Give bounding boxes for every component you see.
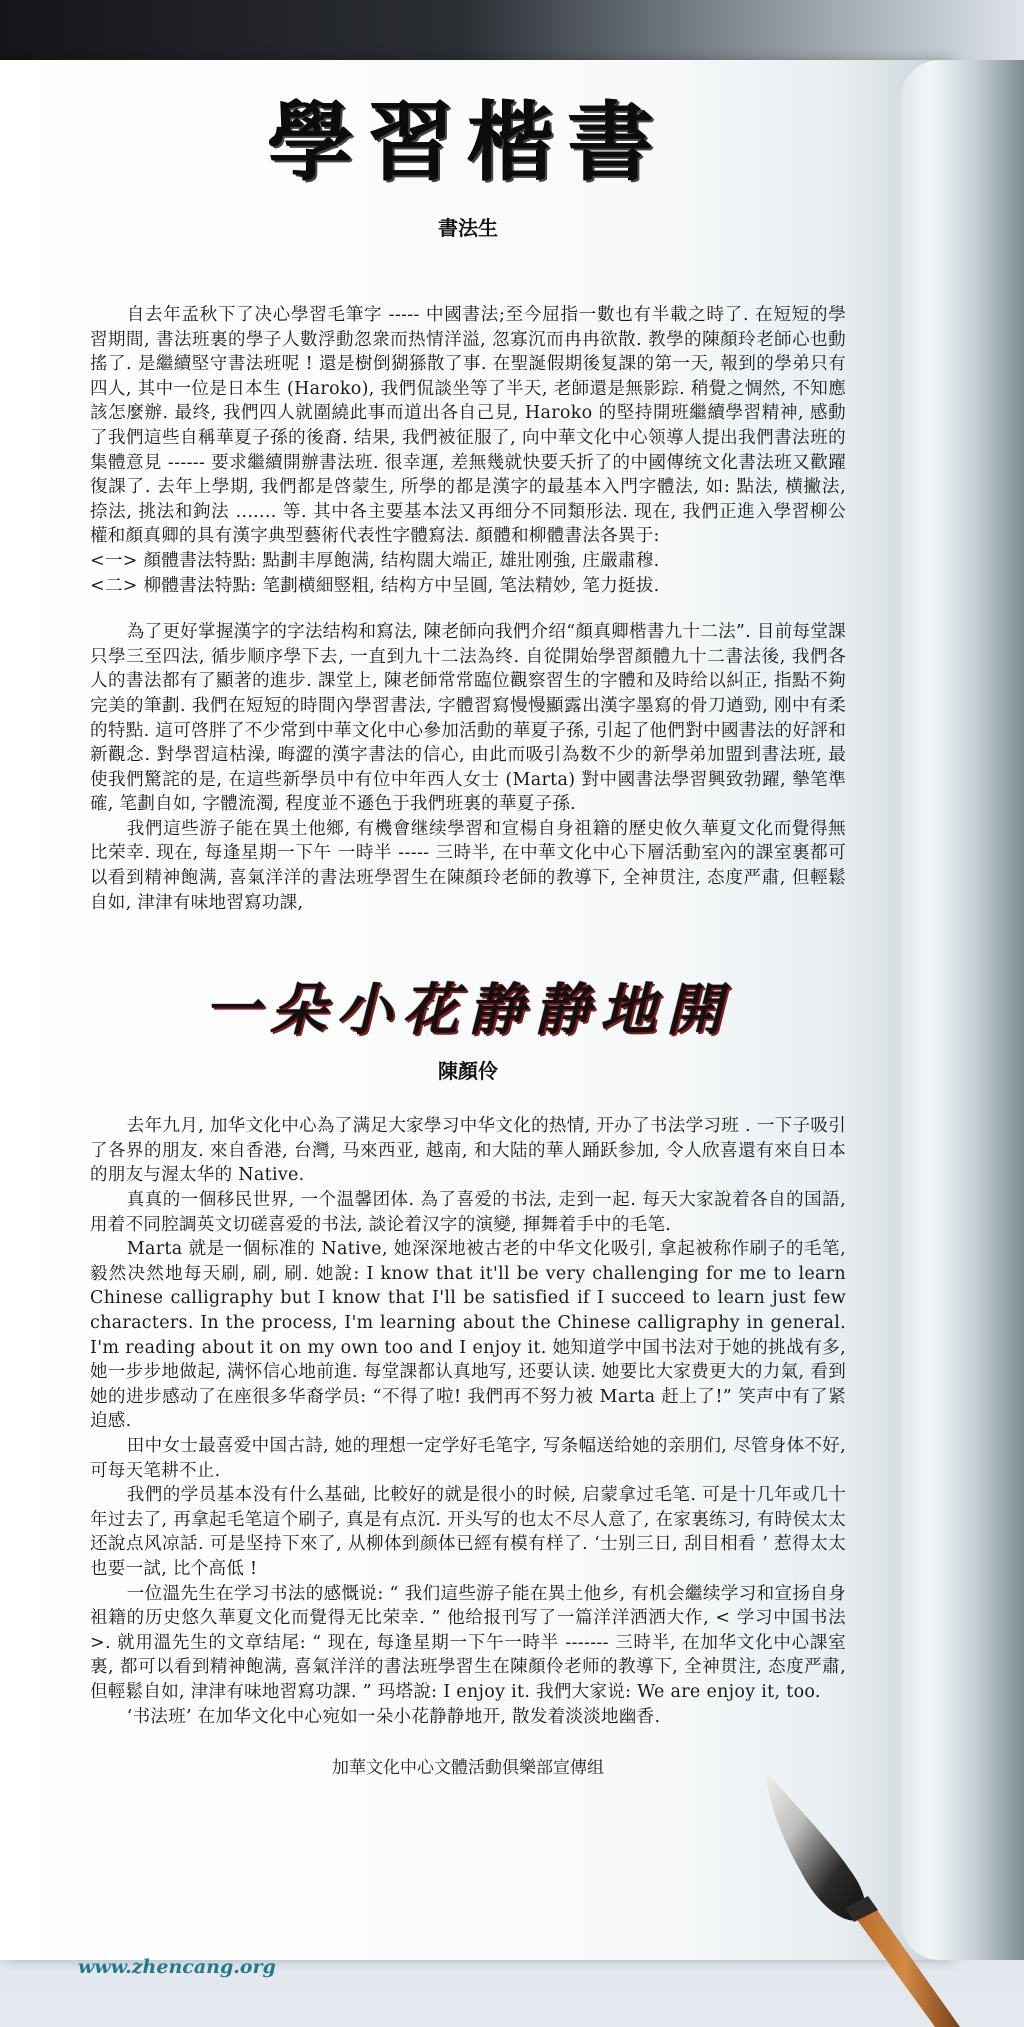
title-2: 一朵小花静静地開 [204,977,732,1044]
scroll-roll [900,60,1024,1960]
paragraph: 去年九月, 加华文化中心為了满足大家學习中华文化的热情, 开办了书法学习班 . 一下子吸引了各界的朋友. 來自香港, 台灣, 马來西亚, 越南, 和大陆的華人踊跃参加, 令人欣喜還有來自日本的朋友与渥太华的 Native. [90,1116,846,1186]
author-2: 陳顏伶 [438,1059,498,1084]
paragraph: Marta 就是一個标准的 Native, 她深深地被古老的中华文化吸引, 拿起被称作刷子的毛笔, 毅然决然地每天刷, 刷, 刷. 她說: I know that it'll be very challenging for me to learn Chinese calligraphy but I know that I'll be satisfied if I succeed to learn just few characters. In the process, I'm learning about the Chinese calligraphy in general. I'm reading about it on my own too and I enjoy it. 她知道学中国书法对于她的挑战有多, 她一步步地做起, 满怀信心地前進. 每堂課都认真地写, 还要认读. 她要比大家费更大的力氣, 看到她的进步感动了在座很多华裔学员: “不得了啦! 我們再不努力被 Marta 赶上了!” 笑声中有了紧迫感. [90,1239,846,1432]
article-1 [90,303,846,915]
watermark-link: www.zhencang.org [78,1956,276,1978]
author-1: 書法生 [438,216,498,240]
paragraph: ‘书法班’ 在加华文化中心宛如一朵小花静静地开, 散发着淡淡地幽香. [126,1706,661,1727]
paragraph: <二> 柳體書法特點: 笔劃横細竪粗, 结构方中呈圓, 笔法精妙, 笔力挺拔. [90,575,660,596]
article-2 [90,1114,846,1729]
calligraphy-brush-icon [720,1760,1020,2027]
paragraph: <一> 顏體書法特點: 點劃丰厚飽满, 结构闊大端正, 雄壯刚強, 庄嚴肅穆. [90,550,660,571]
paragraph: 真真的一個移民世界, 一个温馨团体. 為了喜爱的书法, 走到一起. 每天大家說着各自的国語, 用着不同腔調英文切磋喜爱的书法, 談论着汉字的演變, 揮舞着手中的毛笔. [90,1190,846,1235]
document-content [90,88,846,1778]
title-1: 學習楷書 [268,92,668,193]
paragraph: 我們這些游子能在異土他鄉, 有機會继续學習和宣楊自身祖籍的歷史攸久華夏文化而覺得無比荣幸. 现在, 每逢星期一下午 一時半 ----- 三時半, 在中華文化中心下層活動室內的課室裏都可以看到精神飽满, 喜氣洋洋的書法班學習生在陳顏玲老師的教導下, 全神贯注, 态度严肅, 但輕鬆自如, 津津有味地習寫功課, [90,818,846,913]
paragraph: 自去年孟秋下了决心學習毛筆字 ----- 中國書法;至今屈指一數也有半載之時了. 在短短的學習期間, 書法班裏的學子人數浮動忽衆而热情洋溢, 忽寡沉而冉冉欲散. 教學的陳顏玲老師心也動搖了. 是繼續堅守書法班呢 ! 還是樹倒猢猻散了事. 在聖誕假期後复課的第一天, 報到的學弟只有四人, 其中一位是日本生 (Haroko), 我們侃談坐等了半天, 老師還是無影踪. 稍覺之惆然, 不知應該怎麼辦. 最终, 我們四人就圍繞此事而道出各自己見, Haroko 的堅持開班繼續學習精神, 感動了我們這些自稱華夏子孫的後裔. 结果, 我們被征服了, 向中華文化中心领導人提出我們書法班的集體意見 ------ 要求繼續開辦書法班. 很幸運, 差無幾就快要夭折了的中國傳统文化書法班又歡躍復課了. 去年上學期, 我們都是啓蒙生, 所學的都是漢字的最基本入門字體法, 如: 點法, 横撇法, 捺法, 挑法和鉤法 ....... 等. 其中各主要基本法又再细分不同類形法. 现在, 我們正進入學習柳公權和顏真卿的具有漢字典型藝術代表性字體寫法. 顏體和柳體書法各異于: [90,305,846,547]
paragraph: 田中女士最喜爱中国古詩, 她的理想一定学好毛笔字, 写条幅送给她的亲朋们, 尽管身体不好, 可每天笔耕不止. [90,1435,846,1481]
paragraph: 為了更好掌握漢字的字法结构和寫法, 陳老師向我們介绍“顏真卿楷書九十二法”. 目前每堂課只學三至四法, 循步顺序學下去, 一直到九十二法為终. 自從開始學習顏體九十二書法後, 我們各人的書法都有了顯著的進步. 課堂上, 陳老師常常臨位觀察習生的字體和及時给以糾正, 指點不夠完美的筆劃. 我們在短短的時間內學習書法, 字體習寫慢慢顯露出漢字墨寫的骨刀遒勁, 刚中有柔的特點. 這可啓胖了不少常到中華文化中心參加活動的華夏子孫, 引起了他們對中國書法的好評和新觀念. 對學習這枯澡, 晦澀的漢字書法的信心, 由此而吸引為数不少的新學弟加盟到書法班, 最使我們驚詫的是, 在這些新學员中有位中年西人女士 (Marta) 對中國書法學習興致勃躍, 摰笔準確, 笔劃自如, 字體流濁, 程度並不遜色于我們班裏的華夏子孫. [90,622,846,815]
paragraph: 一位溫先生在学习书法的感慨说: “ 我们這些游子能在異土他乡, 有机会繼续学习和宣扬自身祖籍的历史悠久華夏文化而覺得无比荣幸. ” 他给报刊写了一篇洋洋洒洒大作, < 学习中国书法 >. 就用溫先生的文章结尾: “ 现在, 每逢星期一下午一時半 ------- 三時半, 在加华文化中心課室裏, 都可以看到精神飽满, 喜氣洋洋的書法班學習生在陳顏伶老师的教導下, 全神贯注, 态度严肅, 但輕鬆自如, 津津有味地習寫功課. ” 玛塔說: I enjoy it. 我們大家说: We are enjoy it, too. [90,1583,846,1702]
footer-note: 加華文化中心文體活動俱樂部宣傳组 [332,1758,604,1779]
paragraph: 我們的学员基本没有什么基础, 比較好的就是很小的时候, 启蒙拿过毛笔. 可是十几年或几十年过去了, 再拿起毛笔這个刷子, 真是有点沉. 开头写的也太不尽人意了, 在家裏练习, 有時侯太太还說点风凉話. 可是坚持下來了, 从柳体到颜体已經有模有样了. ‘士别三日, 刮目相看 ’ 惹得太太也要一試, 比个高低 ! [90,1485,846,1579]
